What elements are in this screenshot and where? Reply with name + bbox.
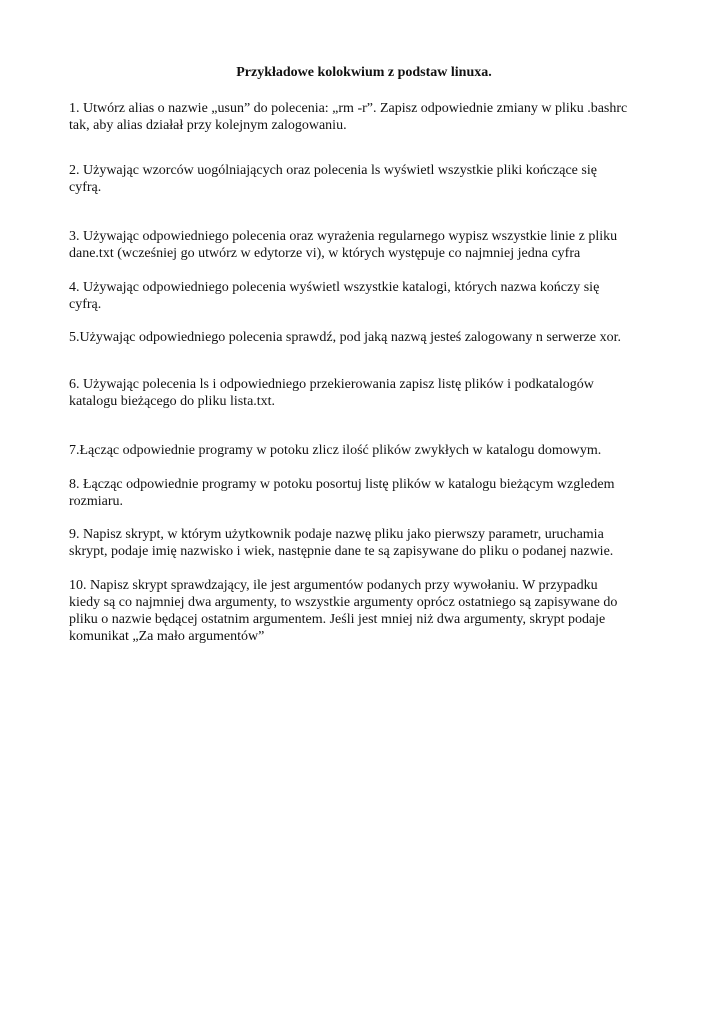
document-page — [69, 64, 659, 645]
question-2-line-2: cyfrą. — [69, 180, 102, 195]
question-9-line-2: skrypt, podaje imię nazwisko i wiek, następnie dane te są zapisywane do pliku o podanej nazwie. — [69, 544, 614, 559]
question-1-line-1: 1. Utwórz alias o nazwie „usun” do polecenia: „rm -r”. Zapisz odpowiednie zmiany w pliku .bashrc — [69, 101, 628, 116]
question-8 — [69, 476, 659, 510]
question-1 — [69, 100, 659, 134]
question-2 — [69, 162, 659, 196]
question-10-line-4: komunikat „Za mało argumentów” — [69, 629, 265, 644]
question-3-line-1: 3. Używając odpowiedniego polecenia oraz wyrażenia regularnego wypisz wszystkie linie z pliku — [69, 229, 618, 244]
question-5 — [69, 329, 659, 346]
question-5-line-1: 5.Używając odpowiedniego polecenia sprawdź, pod jaką nazwą jesteś zalogowany n serwerze xor. — [69, 330, 622, 345]
question-2-line-1: 2. Używając wzorców uogólniających oraz polecenia ls wyświetl wszystkie pliki kończące się — [69, 163, 597, 178]
document-title: Przykładowe kolokwium z podstaw linuxa. — [236, 65, 492, 80]
question-6-line-2: katalogu bieżącego do pliku lista.txt. — [69, 394, 276, 409]
question-10-line-3: pliku o nazwie będącej ostatnim argumentem. Jeśli jest mniej niż dwa argumenty, skrypt podaje — [69, 612, 606, 627]
question-1-line-2: tak, aby alias działał przy kolejnym zalogowaniu. — [69, 118, 347, 133]
question-4 — [69, 279, 659, 313]
question-10-line-2: kiedy są co najmniej dwa argumenty, to wszystkie argumenty oprócz ostatniego są zapisywane do — [69, 595, 618, 610]
question-7 — [69, 442, 659, 459]
question-10-line-1: 10. Napisz skrypt sprawdzający, ile jest argumentów podanych przy wywołaniu. W przypadku — [69, 578, 598, 593]
question-6-line-1: 6. Używając polecenia ls i odpowiedniego przekierowania zapisz listę plików i podkatalogów — [69, 377, 594, 392]
question-8-line-1: 8. Łącząc odpowiednie programy w potoku posortuj listę plików w katalogu bieżącym wzgledem — [69, 477, 615, 492]
question-10 — [69, 577, 659, 645]
question-3-line-2: dane.txt (wcześniej go utwórz w edytorze vi), w których występuje co najmniej jedna cyfra — [69, 246, 581, 261]
question-4-line-1: 4. Używając odpowiedniego polecenia wyświetl wszystkie katalogi, których nazwa kończy się — [69, 280, 600, 295]
question-3 — [69, 228, 659, 262]
question-4-line-2: cyfrą. — [69, 297, 102, 312]
question-9-line-1: 9. Napisz skrypt, w którym użytkownik podaje nazwę pliku jako pierwszy parametr, uruchamia — [69, 527, 604, 542]
question-7-line-1: 7.Łącząc odpowiednie programy w potoku zlicz ilość plików zwykłych w katalogu domowym. — [69, 443, 602, 458]
question-6 — [69, 376, 659, 410]
question-8-line-2: rozmiaru. — [69, 494, 124, 509]
question-9 — [69, 526, 659, 560]
